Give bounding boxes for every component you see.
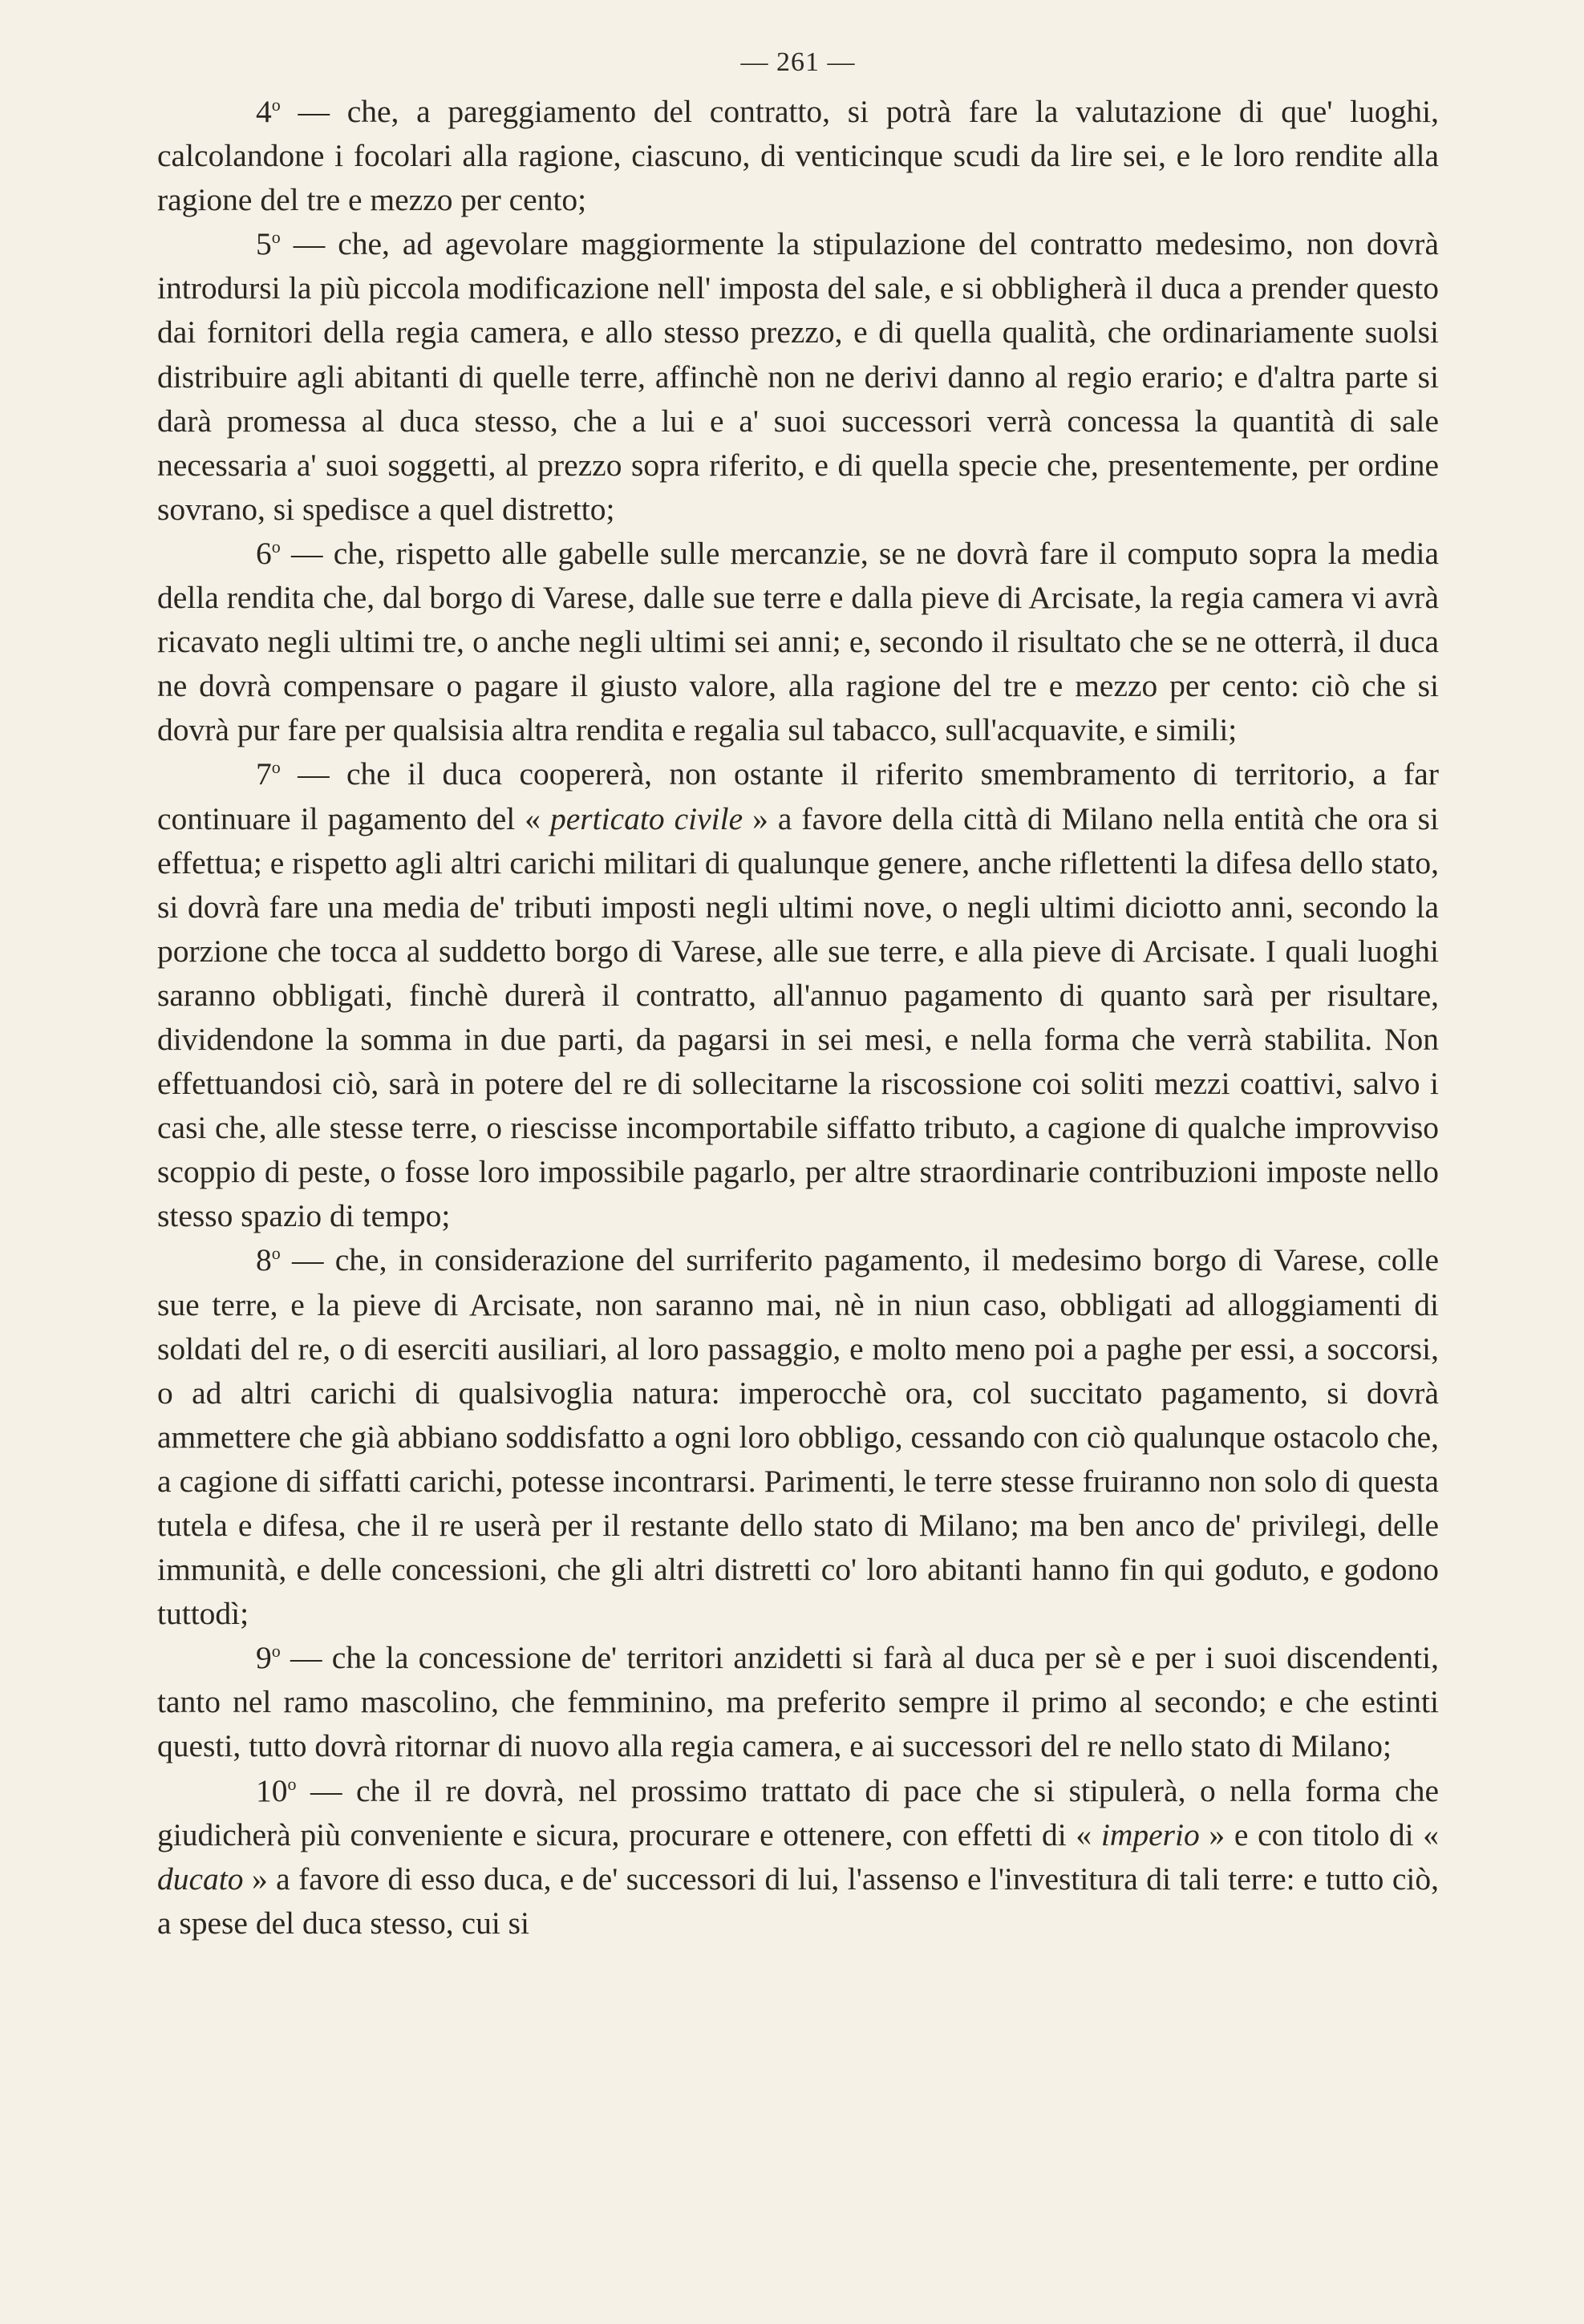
degree-sign: o <box>271 536 281 557</box>
paragraph-text: — che il duca coopererà, non ostante il riferito smembramento di territorio, a far continuare il pagamento del « <box>157 756 1439 836</box>
paragraph-number: 6 <box>256 535 272 571</box>
degree-sign: o <box>271 757 281 778</box>
paragraph-9 <box>157 1636 1439 1768</box>
paragraph-10 <box>157 1769 1439 1945</box>
paragraph-4 <box>157 90 1439 222</box>
paragraph-5 <box>157 222 1439 532</box>
paragraph-number: 8 <box>256 1242 272 1278</box>
paragraph-text: » a favore della città di Milano nella entità che ora si effettua; e rispetto agli altri carichi militari di qualunque genere, anche riflettenti la difesa dello stato, si dovrà fare una media de' tributi imposti negli ultimi nove, o negli ultimi diciotto anni, secondo la porzione che tocca al suddetto borgo di Varese, alle sue terre, e alla pieve di Arcisate. I quali luoghi saranno obbligati, finchè durerà il contratto, all'annuo pagamento di quanto sarà per risultare, dividendone la somma in due parti, da pagarsi in sei mesi, e nella forma che verrà stabilita. Non effettuandosi ciò, sarà in potere del re di sollecitarne la riscossione coi soliti mezzi coattivi, salvo i casi che, alle stesse terre, o riescisse incomportabile siffatto tributo, a cagione di qualche improvviso scoppio di peste, o fosse loro impossibile pagarlo, per altre straordinarie contribuzioni imposte nello stesso spazio di tempo; <box>157 800 1440 1234</box>
paragraph-text: — che la concessione de' territori anzidetti si farà al duca per sè e per i suoi discendenti, tanto nel ramo mascolino, che femminino, ma preferito sempre il primo al secondo; e che estinti questi, tutto dovrà ritornar di nuovo alla regia camera, e ai successori del re nello stato di Milano; <box>157 1640 1440 1764</box>
paragraph-text: — che, in considerazione del surriferito pagamento, il medesimo borgo di Varese, colle sue terre, e la pieve di Arcisate, non saranno mai, nè in niun caso, obbligati ad alloggiamenti di soldati del re, o di eserciti ausiliari, al loro passaggio, e molto meno poi a paghe per essi, a soccorsi, o ad altri carichi di qualsivoglia natura: imperocchè ora, col succitato pagamento, si dovrà ammettere che già abbiano soddisfatto a ogni loro obbligo, cessando con ciò qualunque ostacolo che, a cagione di siffatti carichi, potesse incontrarsi. Parimenti, le terre stesse fruiranno non solo di questa tutela e difesa, che il re userà per il restante dello stato di Milano; ma ben anco de' privilegi, delle immunità, e delle concessioni, che gli altri distretti co' loro abitanti hanno fin qui goduto, e godono tuttodì; <box>157 1242 1439 1632</box>
degree-sign: o <box>271 94 281 115</box>
paragraph-text: » a favore di esso duca, e de' successori di lui, l'assenso e l'investitura di tali terre: e tutto ciò, a spese del duca stesso, cui si <box>157 1860 1439 1941</box>
paragraph-number: 7 <box>256 756 272 792</box>
page-number: — 261 — <box>740 47 856 77</box>
degree-sign: o <box>287 1773 297 1794</box>
degree-sign: o <box>271 227 281 248</box>
paragraph-text: — che, ad agevolare maggiormente la stipulazione del contratto medesimo, non dovrà introdursi la più piccola modificazione nell' imposta del sale, e si obbligherà il duca a prender questo dai fornitori della regia camera, e allo stesso prezzo, e di quella qualità, che ordinariamente suolsi distribuire agli abitanti di quelle terre, affinchè non ne derivi danno al regio erario; e d'altra parte si darà promessa al duca stesso, che a lui e a' suoi successori verrà concessa la quantità di sale necessaria a' suoi soggetti, al prezzo sopra riferito, e di quella specie che, presentemente, per ordine sovrano, si spedisce a quel distretto; <box>157 226 1439 527</box>
paragraph-7 <box>157 752 1439 1238</box>
paragraph-8 <box>157 1238 1439 1636</box>
document-page <box>157 47 1439 1945</box>
paragraph-number: 9 <box>256 1640 272 1676</box>
paragraph-text: — che, a pareggiamento del contratto, si potrà fare la valutazione di que' luoghi, calcolandone i focolari alla ragione, ciascuno, di venticinque scudi da lire sei, e le loro rendite alla ragione del tre e mezzo per cento; <box>157 94 1439 218</box>
italic-term: perticato civile <box>549 800 743 836</box>
paragraph-number: 5 <box>256 226 272 262</box>
degree-sign: o <box>271 1243 281 1264</box>
paragraph-number: 10 <box>256 1772 288 1808</box>
degree-sign: o <box>271 1641 281 1662</box>
paragraph-6 <box>157 532 1439 752</box>
italic-term: ducato <box>157 1860 244 1897</box>
paragraph-text: — che, rispetto alle gabelle sulle mercanzie, se ne dovrà fare il computo sopra la media della rendita che, dal borgo di Varese, dalle sue terre e dalla pieve di Arcisate, la regia camera vi avrà ricavato negli ultimi tre, o anche negli ultimi sei anni; e, secondo il risultato che se ne otterrà, il duca ne dovrà compensare o pagare il giusto valore, alla ragione del tre e mezzo per cento: ciò che si dovrà pur fare per qualsisia altra rendita e regalia sul tabacco, sull'acquavite, e simili; <box>157 535 1440 748</box>
paragraph-number: 4 <box>256 94 272 129</box>
italic-term: imperio <box>1100 1816 1200 1852</box>
paragraph-text: » e con titolo di « <box>1199 1816 1439 1852</box>
paragraph-text: — che il re dovrà, nel prossimo trattato di pace che si stipulerà, o nella forma che giudicherà più conveniente e sicura, procurare e ottenere, con effetti di « <box>157 1772 1439 1852</box>
